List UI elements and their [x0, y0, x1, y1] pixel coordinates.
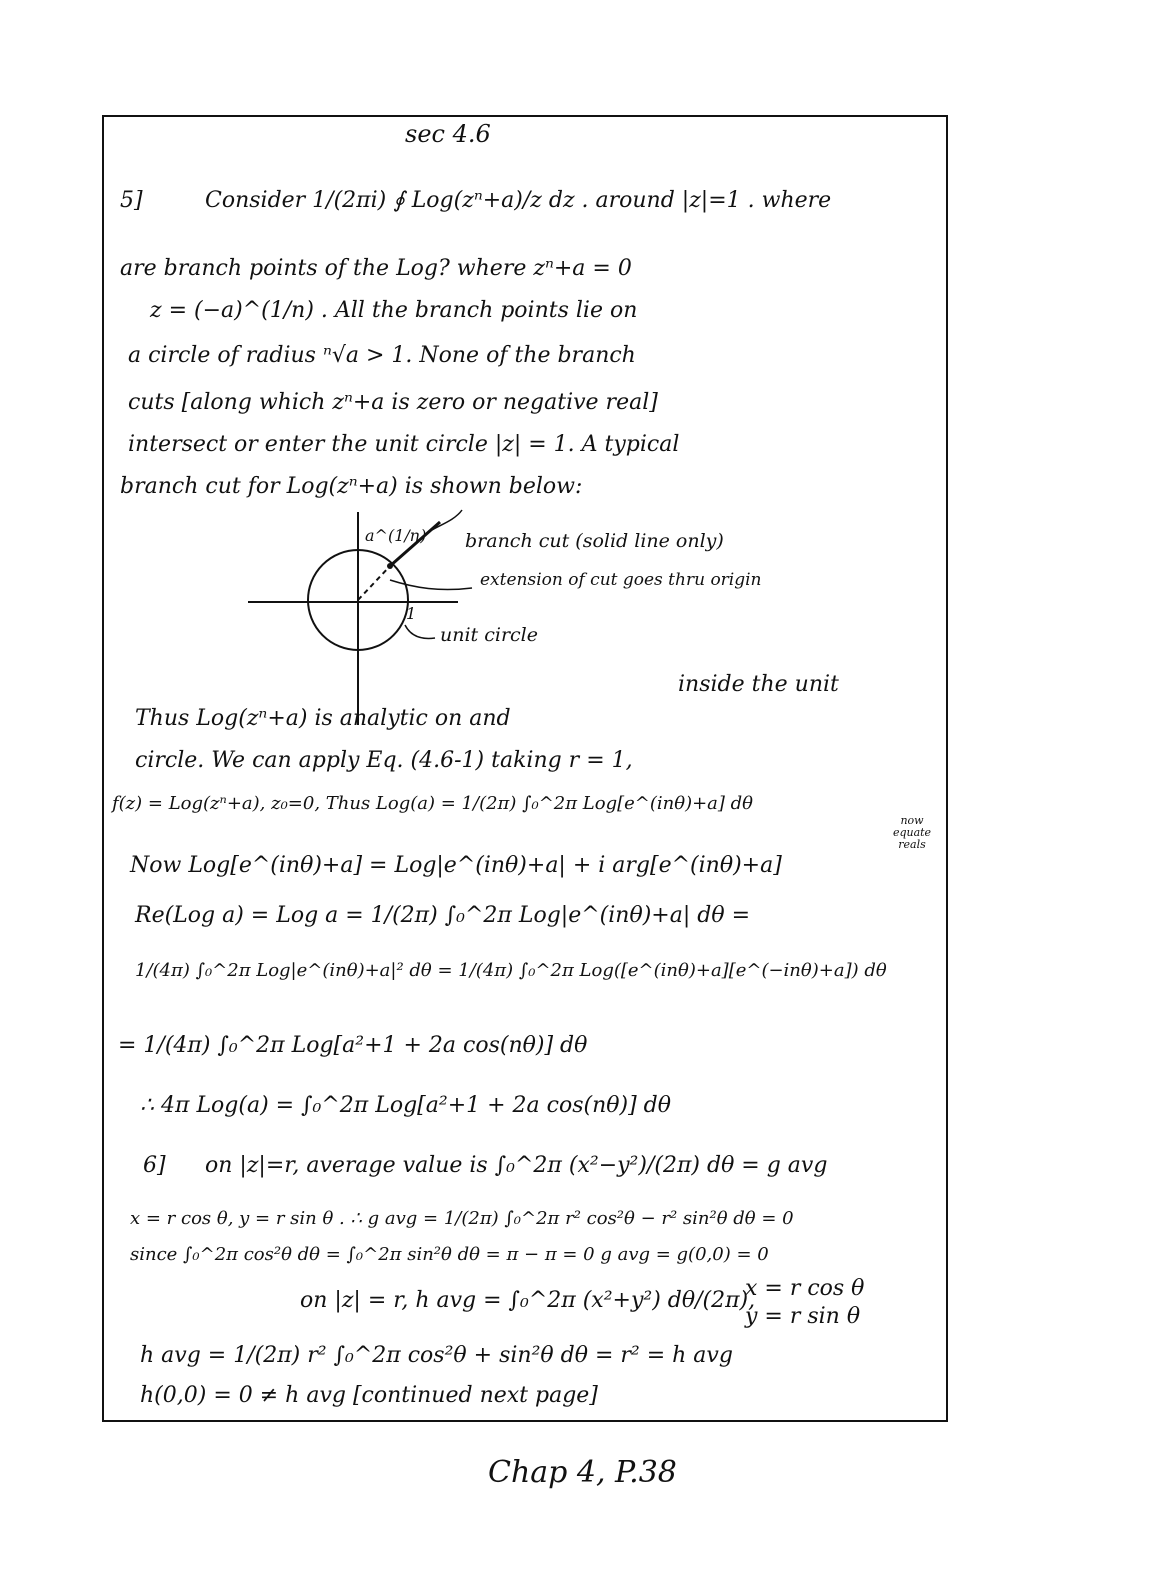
text-line: cuts [along which zⁿ+a is zero or negative real]	[128, 390, 658, 415]
equation-line: ∴ 4π Log(a) = ∫₀^2π Log[a²+1 + 2a cos(nθ)] dθ	[140, 1093, 671, 1118]
text-line: are branch points of the Log? where zⁿ+a = 0	[120, 256, 632, 281]
side-note: now equate reals	[892, 814, 932, 852]
equation-line: Re(Log a) = Log a = 1/(2π) ∫₀^2π Log|e^(inθ)+a| dθ =	[135, 903, 751, 928]
text-line: a circle of radius ⁿ√a > 1. None of the branch	[128, 343, 636, 368]
text-line: intersect or enter the unit circle |z| = 1. A typical	[128, 432, 680, 457]
branch-cut-label: branch cut (solid line only)	[465, 530, 724, 552]
arrow-unit-circle	[405, 625, 435, 638]
text-line: Consider 1/(2πi) ∮ Log(zⁿ+a)/z dz . around |z|=1 . where	[205, 188, 832, 213]
text-line: inside the unit	[678, 672, 839, 697]
text-line: circle. We can apply Eq. (4.6-1) taking r = 1,	[135, 748, 633, 773]
text-line: branch cut for Log(zⁿ+a) is shown below:	[120, 474, 583, 499]
section-heading: sec 4.6	[405, 120, 491, 148]
equation-line: Now Log[e^(inθ)+a] = Log|e^(inθ)+a| + i arg[e^(inθ)+a]	[130, 853, 782, 878]
branch-point	[387, 563, 393, 569]
problem-number: 6]	[143, 1153, 166, 1178]
arrow-extension	[390, 580, 472, 590]
branch-point-label: a^(1/n)	[365, 526, 427, 545]
cut-extension-line	[358, 566, 390, 600]
equation-line: x = r cos θ, y = r sin θ . ∴ g avg = 1/(2π) ∫₀^2π r² cos²θ − r² sin²θ dθ = 0	[130, 1208, 794, 1229]
equation-line: x = r cos θ	[745, 1276, 865, 1301]
equation-line: h(0,0) = 0 ≠ h avg [continued next page]	[140, 1383, 598, 1408]
unit-point-label: 1	[406, 604, 417, 623]
arrow-branch-cut	[432, 510, 462, 530]
text-line: Thus Log(zⁿ+a) is analytic on and	[135, 706, 511, 731]
equation-line: h avg = 1/(2π) r² ∫₀^2π cos²θ + sin²θ dθ = r² = h avg	[140, 1343, 733, 1368]
extension-label: extension of cut goes thru origin	[480, 570, 762, 590]
equation-line: since ∫₀^2π cos²θ dθ = ∫₀^2π sin²θ dθ = π − π = 0 g avg = g(0,0) = 0	[130, 1244, 769, 1265]
equation-line: f(z) = Log(zⁿ+a), z₀=0, Thus Log(a) = 1/(2π) ∫₀^2π Log[e^(inθ)+a] dθ	[112, 793, 754, 814]
equation-line: 1/(4π) ∫₀^2π Log|e^(inθ)+a|² dθ = 1/(4π) ∫₀^2π Log([e^(inθ)+a][e^(−inθ)+a]) dθ	[135, 960, 887, 981]
equation-line: y = r sin θ	[745, 1304, 861, 1329]
problem-number: 5]	[120, 188, 143, 213]
text-line: on |z|=r, average value is ∫₀^2π (x²−y²)/(2π) dθ = g avg	[205, 1153, 828, 1178]
text-line: z = (−a)^(1/n) . All the branch points lie on	[150, 298, 638, 323]
equation-line: on |z| = r, h avg = ∫₀^2π (x²+y²) dθ/(2π),	[300, 1288, 756, 1313]
page-reference: Chap 4, P.38	[488, 1455, 677, 1490]
unit-circle-label: unit circle	[440, 624, 538, 646]
equation-line: = 1/(4π) ∫₀^2π Log[a²+1 + 2a cos(nθ)] dθ	[118, 1033, 588, 1058]
